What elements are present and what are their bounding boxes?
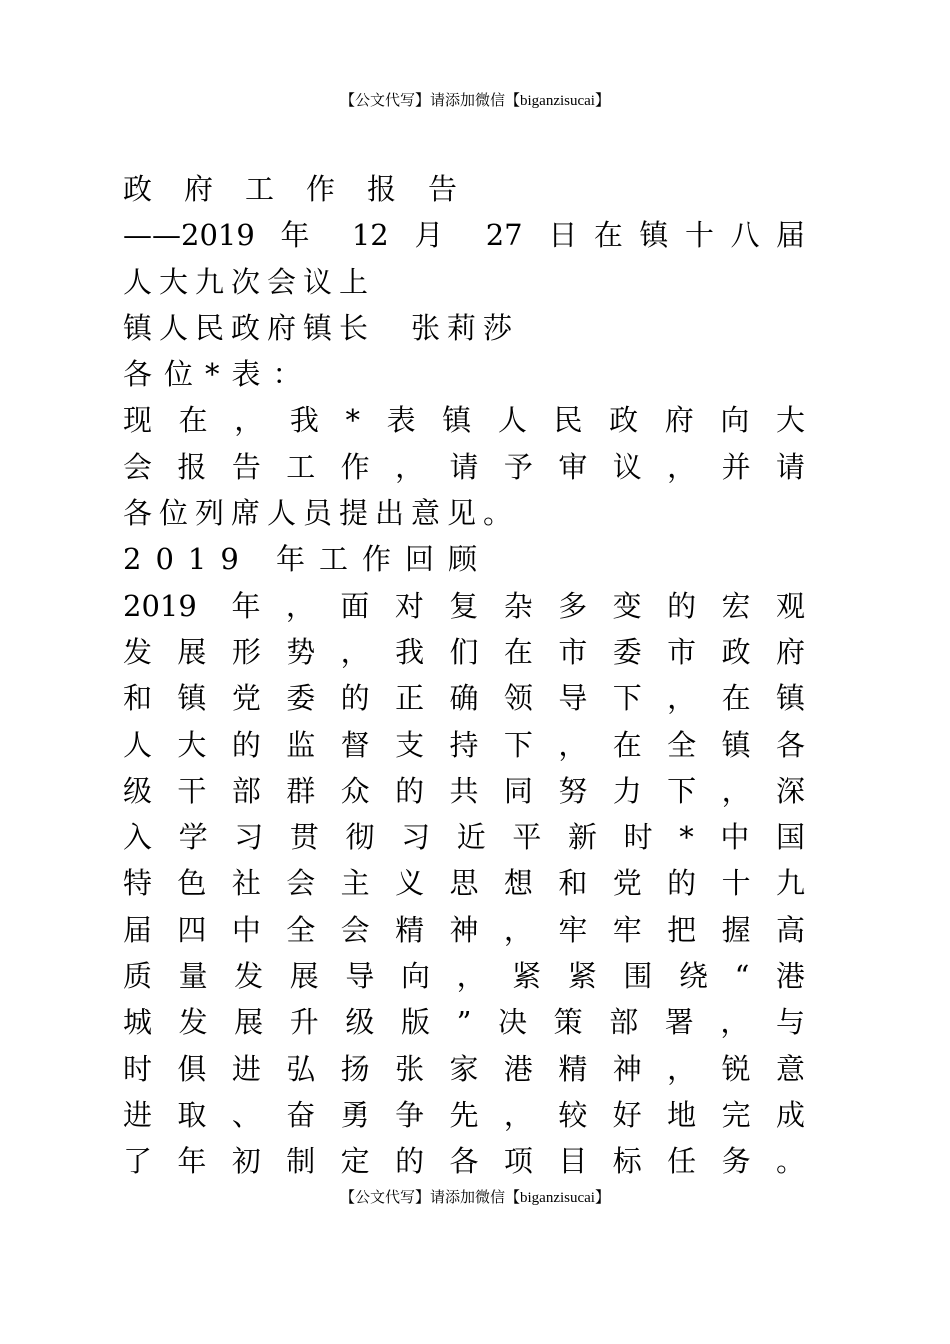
document-body bbox=[123, 166, 805, 1185]
paragraph-line: 届四中全会精神，牢牢把握高 bbox=[123, 912, 805, 947]
page-header-watermark: 【公文代写】请添加微信【biganzisucai】 bbox=[340, 93, 610, 109]
paragraph-line: 会报告工作，请予审议，并请 bbox=[123, 449, 805, 484]
paragraph-line: 时俱进弘扬张家港精神，锐意 bbox=[123, 1051, 805, 1086]
subtitle-line: ——2019 年 12 月 27 日在镇十八届 bbox=[123, 218, 805, 253]
paragraph-line: 质量发展导向，紧紧围绕“港 bbox=[123, 959, 805, 994]
document-title: 政府工作报告 bbox=[123, 172, 490, 206]
section-heading: 2019 年工作回顾 bbox=[123, 542, 492, 577]
paragraph-line: 和镇党委的正确领导下，在镇 bbox=[123, 681, 805, 716]
subtitle-line: 人大九次会议上 bbox=[123, 264, 376, 299]
paragraph-line: 现在，我*表镇人民政府向大 bbox=[123, 403, 805, 438]
salutation: 各位*表： bbox=[123, 357, 314, 392]
paragraph-line: 了年初制定的各项目标任务。 bbox=[123, 1144, 805, 1179]
paragraph-line: 特色社会主义思想和党的十九 bbox=[123, 866, 805, 901]
page-footer-watermark: 【公文代写】请添加微信【biganzisucai】 bbox=[340, 1190, 610, 1206]
paragraph-line: 级干部群众的共同努力下，深 bbox=[123, 773, 805, 808]
paragraph-line: 人大的监督支持下，在全镇各 bbox=[123, 727, 805, 762]
author-line: 镇人民政府镇长 张莉莎 bbox=[123, 310, 520, 345]
paragraph-line: 城发展升级版”决策部署，与 bbox=[123, 1005, 805, 1040]
paragraph-line: 入学习贯彻习近平新时*中国 bbox=[123, 820, 805, 855]
paragraph-line: 各位列席人员提出意见。 bbox=[123, 496, 520, 531]
paragraph-line: 发展形势，我们在市委市政府 bbox=[123, 634, 805, 669]
paragraph-line: 2019 年，面对复杂多变的宏观 bbox=[123, 588, 805, 623]
paragraph-line: 进取、奋勇争先，较好地完成 bbox=[123, 1097, 805, 1132]
